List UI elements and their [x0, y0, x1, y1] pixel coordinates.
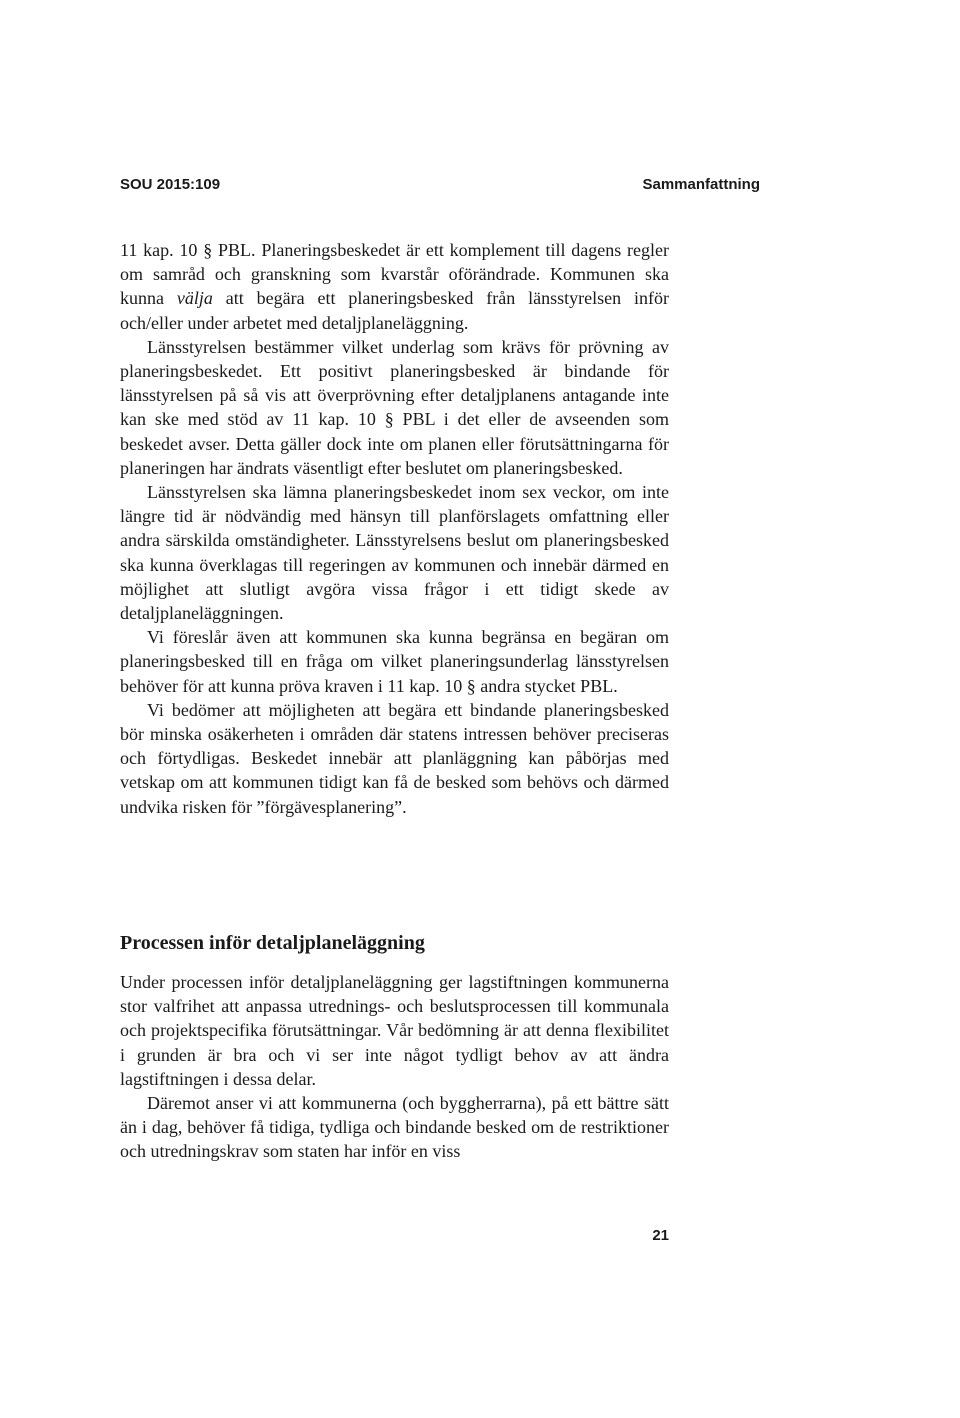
paragraph: Under processen inför detaljplaneläggning ger lagstiftningen kommunerna stor valfrihet att anpassa utrednings- och beslutsprocessen till kommunala och projektspecifika förutsättningar. Vår bedömning är att denna flexibilitet i grunden är bra och vi ser inte något tydligt behov av att ändra lagstiftningen i dessa delar.	[120, 972, 669, 1089]
paragraph	[120, 238, 669, 335]
running-header	[120, 176, 760, 198]
section-body-text	[120, 970, 669, 1164]
paragraph: Vi bedömer att möjligheten att begära ett bindande planeringsbesked bör minska osäkerheten i områden där statens intressen behöver preciseras och förtydligas. Beskedet innebär att planläggning kan påbörjas med vetskap om att kommunen tidigt kan få de besked som behövs och därmed undvika risken för ”förgävesplanering”.	[120, 699, 669, 817]
section-heading: Processen inför detaljplaneläggning	[120, 932, 425, 954]
chapter-title: Sammanfattning	[642, 176, 760, 193]
body-text	[120, 238, 669, 819]
paragraph: Däremot anser vi att kommunerna (och byggherrarna), på ett bättre sätt än i dag, behöver få tidiga, tydliga och bindande besked om de restriktioner och utredningskrav som staten har inför en viss	[120, 1093, 669, 1162]
emphasis-text: välja	[176, 288, 213, 309]
report-number: SOU 2015:109	[120, 176, 221, 193]
paragraph: Vi föreslår även att kommunen ska kunna begränsa en begäran om planeringsbesked till en fråga om vilket planeringsunderlag länsstyrelsen behöver för att kunna pröva kraven i 11 kap. 10 § andra stycket PBL.	[120, 627, 669, 696]
paragraph-text: att begära ett planeringsbesked från länsstyrelsen inför och/eller under arbetet med detaljplaneläggning.	[120, 288, 669, 333]
page-number: 21	[652, 1227, 669, 1244]
paragraph: Länsstyrelsen ska lämna planeringsbeskedet inom sex veckor, om inte längre tid är nödvändig med hänsyn till planförslagets omfattning eller andra särskilda omständigheter. Länsstyrelsens beslut om planeringsbesked ska kunna överklagas till regeringen av kommunen och innebär därmed en möjlighet att slutligt avgöra vissa frågor i ett tidigt skede av detaljplaneläggningen.	[120, 482, 669, 624]
paragraph: Länsstyrelsen bestämmer vilket underlag som krävs för prövning av planeringsbeskedet. Ett positivt planeringsbesked är bindande för länsstyrelsen på så vis att överprövning efter detaljplanens antagande inte kan ske med stöd av 11 kap. 10 § PBL i det eller de avseenden som beskedet avser. Detta gäller dock inte om planen eller förutsättningarna för planeringen har ändrats väsentligt efter beslutet om planeringsbesked.	[120, 336, 669, 478]
paragraph-text: 11 kap. 10 § PBL. Planeringsbeskedet är ett komplement till dagens regler om samråd och granskning som kvarstår oförändrade. Kommunen ska kunna	[120, 240, 669, 309]
